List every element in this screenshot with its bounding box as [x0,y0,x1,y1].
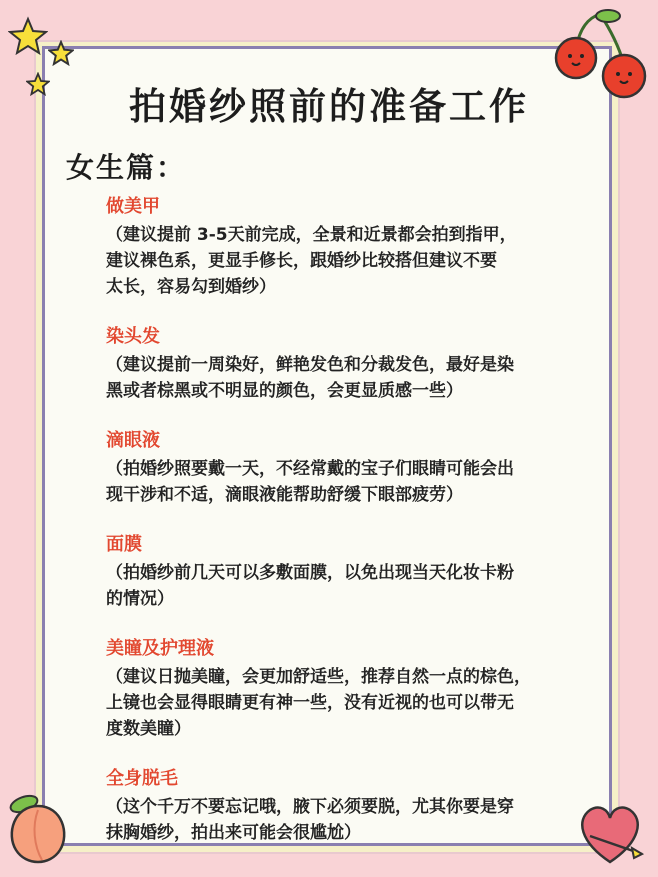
list-item [106,766,606,846]
star-icon [8,16,48,56]
checklist [106,194,606,870]
page-title: 拍婚纱照前的准备工作 [129,85,529,128]
list-item [106,194,606,300]
item-title: 美瞳及护理液 [106,638,214,659]
item-description: （这个千万不要忘记哦，腋下必须要脱，尤其你要是穿 抹胸婚纱，拍出来可能会很尴尬） [106,797,514,843]
item-title: 全身脱毛 [106,768,178,789]
item-description: （建议提前 3-5天前完成，全景和近景都会拍到指甲， 建议裸色系，更显手修长，跟婚纱比较搭但建议不要 太长，容易勾到婚纱） [106,225,517,297]
item-title: 做美甲 [106,196,160,217]
list-item [106,532,606,612]
section-heading: 女生篇： [66,151,187,184]
peach-icon [2,790,74,870]
item-title: 滴眼液 [106,430,160,451]
star-icon [48,40,74,66]
item-description: （拍婚纱前几天可以多敷面膜，以免出现当天化妆卡粉 的情况） [106,563,514,609]
item-description: （建议日抛美瞳，会更加舒适些，推荐自然一点的棕色， 上镜也会显得眼睛更有神一些，没有近视的也可以带无 度数美瞳） [106,667,531,739]
item-title: 面膜 [106,534,142,555]
list-item [106,636,606,742]
list-item [106,324,606,404]
item-description: （拍婚纱照要戴一天，不经常戴的宝子们眼睛可能会出 现干涉和不适，滴眼液能帮助舒缓下眼部疲劳） [106,459,514,505]
list-item [106,428,606,508]
item-description: （建议提前一周染好，鲜艳发色和分裁发色，最好是染 黑或者棕黑或不明显的颜色，会更显质感一些） [106,355,514,401]
item-title: 染头发 [106,326,160,347]
